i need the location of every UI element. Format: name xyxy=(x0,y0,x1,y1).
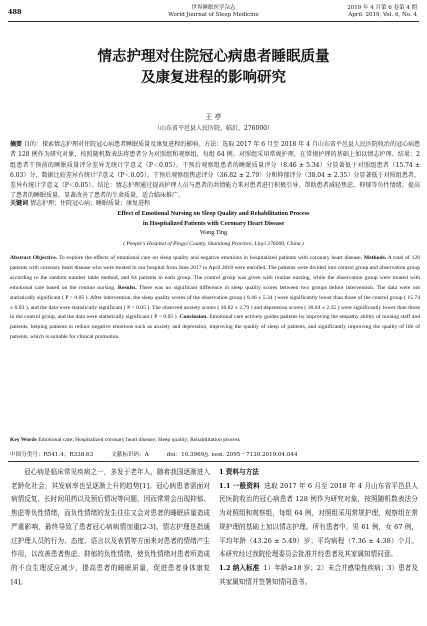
abstract-en-label: Abstract xyxy=(10,255,31,261)
issue-info-en: April. 2019, Vol. 6, No. 4 xyxy=(348,12,417,18)
objective-text: To explore the effects of emotional care on sleep quality and negative emotions in hospitalized patients with coronary heart disease. xyxy=(58,255,363,261)
affiliation-en: ( People's Hospital of Pingyi County, Shandong Province, Linyi 276000, China ) xyxy=(123,241,304,247)
author-en: Wang Ting xyxy=(199,229,228,236)
objective-label: Objective. xyxy=(32,255,58,261)
subsection-2-heading: 1.2 纳入标准 xyxy=(219,563,260,572)
results-label: Results. xyxy=(117,284,137,291)
page-number: 488 xyxy=(8,8,22,16)
methods-label: Methods. xyxy=(363,255,387,261)
keywords-cn-label: 关键词 xyxy=(10,200,29,207)
document-code: 文献标识码：A xyxy=(111,452,149,458)
keywords-en-text: Emotional care; Hospitalized coronary heart disease; Sleep quality; Rehabilitation process xyxy=(38,437,240,443)
title-cn-line-1: 情志护理对住院冠心病患者睡眠质量 xyxy=(97,48,330,65)
subsection-2 xyxy=(219,562,418,589)
keywords-cn xyxy=(10,200,420,208)
abstract-cn-text: 目的：探索情志护理对住院冠心病患者睡眠质量及康复进程的影响。方法：选取 2017 年 6 月至 2018 年 4 月山东省平邑县人民医院收治的冠心病患者 128 例作为研究对象，按照随机数表法将患者分为对照组和观察组，每组 64 例。对照组采用常规护理，在常规护理的基础上加以情志护理。结果：2 组患者干预前的睡眠质量评分差异无统计学意义（P＜0.05）。干预后观察组患者的睡眠质量评分（8.46 ± 5.34）分显著低于对照组患者（15.74 ± 6.03）分，数据比较差异有统计学意义（P＜0.05）。干预后观察组焦虑评分（36.82 ± 2.79）分和抑郁评分（38.04 ± 2.35）分显著低于对照组患者，差异有统计学意义（P＜0.05）。结论：情志护理通过提高护理人员与患者的共情能力来对患者进行积极引导，帮助患者减轻焦虑、抑郁等负性情绪，提高了患者的睡眠质量，显著改善了患者的生命质量，适合临床推广。 xyxy=(10,141,420,200)
header-rule xyxy=(8,21,419,22)
conclusion-label: Conclusion. xyxy=(179,314,208,321)
title-en-line-2: in Hospitalized Patients with Coronary Heart Disease xyxy=(142,220,285,227)
issue-info xyxy=(347,5,417,19)
issue-info-cn: 2019 年 4 月第 6 卷第 4 期 xyxy=(347,5,417,11)
keywords-en xyxy=(10,436,420,444)
keywords-en-label: Key Words xyxy=(10,437,37,443)
subsection-1-text: 选取 2017 年 6 月至 2018 年 4 月山东省平邑县人民医院收治的冠心病患者 128 例作为研究对象，按照随机数表法分为对照组和观察组，每组 64 例，对照组采用常规护理，观察组在常规护理的基础上加以情志护理。所有患者中，男 61 例，女 67 例，平均年龄（43.26 ± 5.49）岁；平均病程（7.36 ± 4.38）个月。本研究经过我院伦理委员会批准并经患者及其家属知情同意。 xyxy=(219,481,418,559)
title-cn-line-2: 及康复进程的影响研究 xyxy=(141,69,286,86)
journal-name-en: World Journal of Sleep Medicine xyxy=(168,12,259,18)
article-meta xyxy=(10,450,420,458)
body-column-right xyxy=(219,466,418,589)
subsection-1-heading: 1.1 一般资料 xyxy=(219,481,260,490)
affiliation-cn: （山东省平邑县人民医院，临沂，276000） xyxy=(154,125,273,132)
conclusion-text: Emotional care actively guides patients by improving the empathy ability of nursing staff and patients, helping patients to reduce negative emotions such as anxiety and depression, improving the quality of sleep of patients, and significantly improving the quality of life of patients, which is suitable for clinical promotion. xyxy=(10,314,420,341)
section-heading: 1 资料与方法 xyxy=(219,468,259,476)
keywords-cn-text: 情志护理；住院冠心病；睡眠质量；康复进程 xyxy=(29,200,150,207)
subsection-1 xyxy=(219,480,418,562)
subsection-2-text: 1）年龄≥18 岁；2）未合并感染性疾病；3）患者及其家属知情并签署知情同意书。 xyxy=(219,563,418,586)
body-column-left xyxy=(11,466,210,589)
meta-rule xyxy=(8,461,419,462)
intro-paragraph: 冠心病是临床常见疾病之一，多发于老年人，随着我国逐渐进入老龄化社会，其发病率也呈逐渐上升的趋势[1]。冠心病患者需面对病情反复、长时间用药以及预后情况等问题，因而常常会出现抑郁、焦虑等负性情绪，而负性情绪的发生往往又会对患者的睡眠质量造成严重影响，最终导致了患者冠心病病情加重[2-3]。情志护理是指通过护理人员的行为、态度、语言以及表情等方面来对患者的情绪产生作用，以改善患者焦虑、抑郁的负性情绪，使负性情绪对患者所造成的不良生理反应减少，提高患者的睡眠质量，促进患者身体康复[4]。 xyxy=(11,468,210,586)
abstract-en xyxy=(10,254,420,343)
methods-text: A total of 128 patients with coronary heart disease who were treated in our hospital from June 2017 to April 2018 were enrolled. The patients were divided into control group and observation group according to the random number table method, and 64 patients in each group. The control group was given with routine nursing, while the observation group were treated with emotional care based on the routine nursing. xyxy=(10,255,420,291)
journal-name-cn: 世界睡眠医学杂志 xyxy=(191,5,236,11)
title-en-line-1: Effect of Emotional Nursing on Sleep Quality and Rehabilitation Process xyxy=(117,210,310,217)
abstract-cn xyxy=(10,140,420,202)
author-cn: 王 亭 xyxy=(205,113,222,121)
clc-number: 中图分类号：R541.4；R338.63 xyxy=(10,452,94,458)
results-text: There was no significant difference in sleep quality scores between two groups before intervention. The data were not statistically significant ( P > 0.05 ). After intervention, the sleep quality scores of the observation group ( 8.46 ± 5.34 ) were significantly lower than those of the control group ( 15.74 ± 6.03 ), and the data were statistically significant ( P < 0.05 ). The observed anxiety scores ( 36.82 ± 2.79 ) and depression scores ( 38.04 ± 2.35 ) were significantly lower than those in the control group, and the data were statistically significant ( P < 0.05 ). xyxy=(10,284,420,321)
abstract-cn-label: 摘要 xyxy=(10,141,23,148)
doi: doi：10.3969/j. issn. 2095－7130.2019.04.044 xyxy=(166,452,298,458)
